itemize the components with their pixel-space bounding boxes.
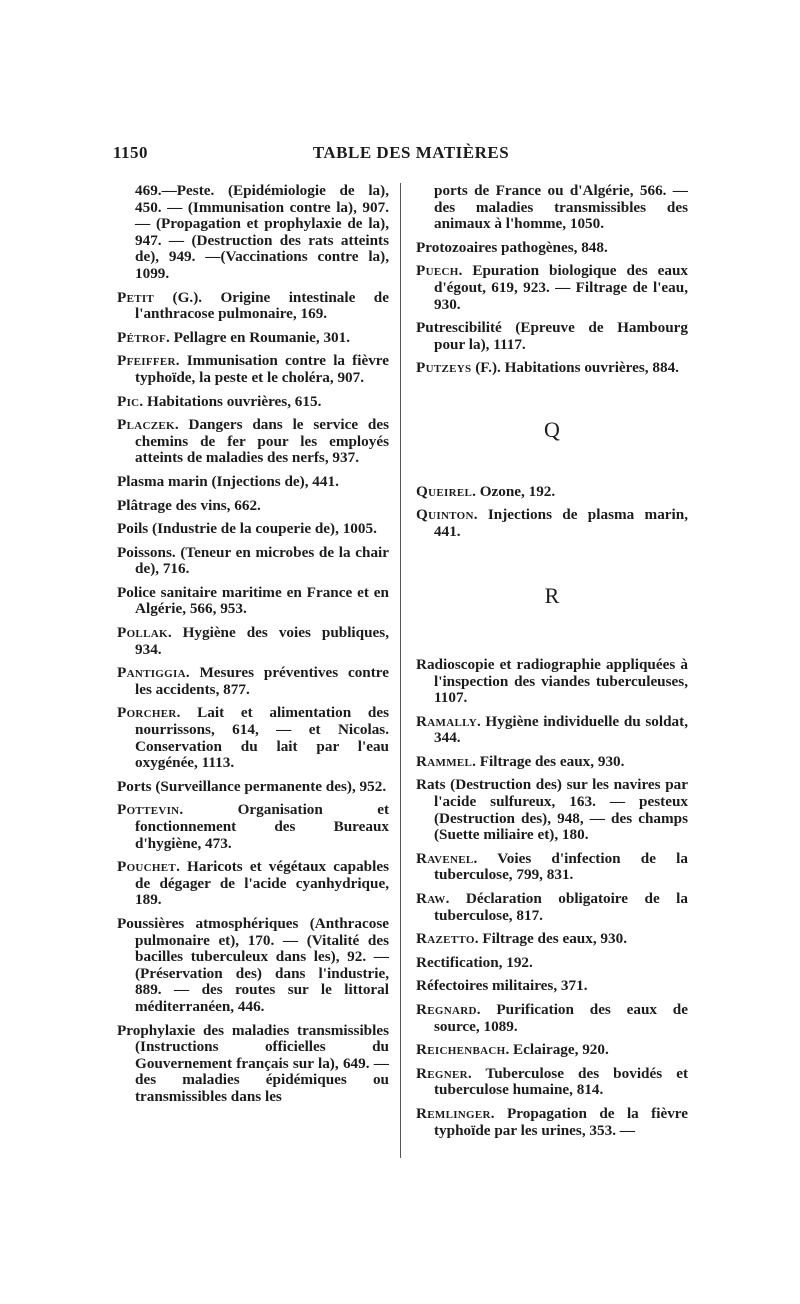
entry-author: Pic [117,392,140,410]
entry-text: . Hygiène individuelle du soldat, 344. [434,712,688,747]
entry-author: Ramally [416,712,477,730]
entry-text: . Ozone, 192. [472,482,556,500]
right-column [416,183,688,1146]
entry-author: Pollak [117,624,168,642]
index-entry [117,705,389,771]
index-entry [117,779,389,796]
entry-text: Prophylaxie des maladies transmissibles (Instructions officielles du Gouvernement français sur la), 649. — des maladies épidémiques ou transmissibles dans les [117,1021,389,1105]
entry-author: Pétrof [117,328,166,346]
entry-text: (G.). Origine intestinale de l'anthracose pulmonaire, 169. [135,288,389,323]
index-entry [117,290,389,323]
index-entry [416,1002,688,1035]
index-entry [117,498,389,515]
index-entry [416,1066,688,1099]
entry-author: Quinton [416,506,474,524]
index-entry [117,665,389,698]
entry-text: Protozoaires pathogènes, 848. [416,238,608,256]
index-entry [416,891,688,924]
entry-author: Pfeiffer [117,352,176,370]
entry-text: (F.). Habitations ouvrières, 884. [471,359,679,377]
entry-text: . Eclairage, 920. [505,1041,609,1059]
entry-text: Plasma marin (Injections de), 441. [117,472,339,490]
entry-text: Plâtrage des vins, 662. [117,496,261,514]
entry-author: Rammel [416,752,473,770]
entry-text: Réfectoires militaires, 371. [416,977,588,995]
entry-text: . Injections de plasma marin, 441. [434,506,688,540]
index-entry [117,1023,389,1106]
index-entry [416,714,688,747]
index-entry [416,360,688,377]
entry-text: . Voies d'infection de la tuberculose, 799, 831. [434,849,688,884]
entry-text: . Purification des eaux de source, 1089. [434,1001,688,1035]
index-entry [416,777,688,843]
index-entry [117,585,389,618]
entry-text: . Filtrage des eaux, 930. [472,752,625,770]
entry-text: . Filtrage des eaux, 930. [474,930,627,948]
entry-text: . Propagation de la fièvre typhoïde par les urines, 353. — [434,1104,688,1139]
entry-text: Police sanitaire maritime en France et en Algérie, 566, 953. [117,583,389,618]
index-entry [416,240,688,257]
entry-text: 469.—Peste. (Epidémiologie de la), 450. — (Immunisation contre la), 907. — (Propagation et prophylaxie de la), 947. — (Destruction des rats atteints de), 949. —(Vaccinations contre la), 1099. [135,182,389,282]
entry-author: Regnard [416,1001,477,1018]
entry-text: . Hygiène des voies publiques, 934. [135,624,389,658]
index-entry [416,484,688,501]
index-entry [416,657,688,707]
column-divider [400,183,401,1158]
section-letter-q: Q [544,416,560,442]
index-entry [117,802,389,852]
entry-text: . Déclaration obligatoire de la tuberculose, 817. [434,890,688,924]
entry-text: Poussières atmosphériques (Anthracose pulmonaire et), 170. — (Vitalité des bacilles tuberculeux dans les), 92. — (Préservation des) dans l'industrie, 889. — des routes sur le littoral méditerranéen, 446. [117,914,389,1015]
index-entry [416,1042,688,1059]
index-entry [117,916,389,1016]
index-entry [117,417,389,467]
index-entry [117,353,389,386]
entry-author: Pottevin [117,801,180,819]
entry-author: Petit [117,288,155,306]
entry-author: Porcher [117,704,177,722]
entry-text: Radioscopie et radiographie appliquées à l'inspection des viandes tuberculeuses, 1107. [416,655,688,707]
entry-text: . Epuration biologique des eaux d'égout, 619, 923. — Filtrage de l'eau, 930. [434,262,688,313]
entry-text: Rats (Destruction des) sur les navires par l'acide sulfureux, 163. — pesteux (Destruction des), 948, — des champs (Suette miliaire et), 180. [416,776,688,844]
entry-text: Poils (Industrie de la couperie de), 1005. [117,520,377,538]
entry-text: . Dangers dans le service des chemins de fer pour les employés atteints de maladies des nerfs, 937. [135,416,389,467]
entry-author: Pouchet [117,858,177,876]
index-entry [416,320,688,353]
entry-author: Placzek [117,416,175,434]
entry-text: Ports (Surveillance permanente des), 952. [117,777,387,795]
index-entry [416,931,688,948]
page-title: TABLE DES MATIÈRES [312,143,510,162]
entry-text: . Lait et alimentation des nourrissons, 614, — et Nicolas. Conservation du lait par l'eau oxygénée, 1113. [135,704,389,772]
q-entries [416,484,688,541]
index-entry [117,330,389,347]
entry-author: Reichenbach [416,1041,506,1059]
entry-text: . Tuberculose des bovidés et tuberculose humaine, 814. [434,1064,688,1099]
index-entry [117,474,389,491]
index-entry [117,183,389,283]
page-number: 1150 [113,143,149,162]
entry-text: Putrescibilité (Epreuve de Hambourg pour la), 1117. [416,319,688,353]
index-entry [416,1106,688,1139]
entry-author: Raw [416,890,446,908]
entry-text: ports de France ou d'Algérie, 566. — des maladies transmissibles des animaux à l'homme, 1050. [434,182,688,233]
index-entry [416,955,688,972]
entry-text: . Pellagre en Roumanie, 301. [165,328,351,346]
entry-text: Poissons. (Teneur en microbes de la chair de), 716. [117,543,389,578]
index-entry [416,507,688,540]
entry-author: Remlinger [416,1104,491,1122]
index-entry [117,859,389,909]
entry-text: . Habitations ouvrières, 615. [139,392,322,410]
left-column [117,183,389,1113]
section-letter-r: R [544,583,560,609]
entry-author: Queirel [416,482,473,500]
entry-author: Puech [416,262,459,280]
r-entries [416,657,688,1139]
index-entry [416,851,688,884]
index-entry [117,394,389,411]
entry-author: Regner [416,1064,468,1082]
index-entry [416,183,688,233]
entry-text: Rectification, 192. [416,953,533,971]
index-entry [416,263,688,313]
index-entry [416,754,688,771]
index-entry [117,521,389,538]
entry-text: . Organisation et fonctionnement des Bureaux d'hygiène, 473. [135,801,389,852]
p-entries-continued [416,183,688,377]
index-entry [117,625,389,658]
entry-text: . Immunisation contre la fièvre typhoïde, la peste et le choléra, 907. [135,352,389,386]
entry-author: Ravenel [416,849,474,867]
entry-author: Putzeys [416,359,472,377]
entry-author: Pantiggia [117,664,186,682]
index-entry [416,978,688,995]
index-entry [117,545,389,578]
entry-text: . Mesures préventives contre les accidents, 877. [135,664,389,698]
entry-text: . Haricots et végétaux capables de dégager de l'acide cyanhydrique, 189. [135,858,389,909]
entry-author: Razetto [416,930,475,948]
